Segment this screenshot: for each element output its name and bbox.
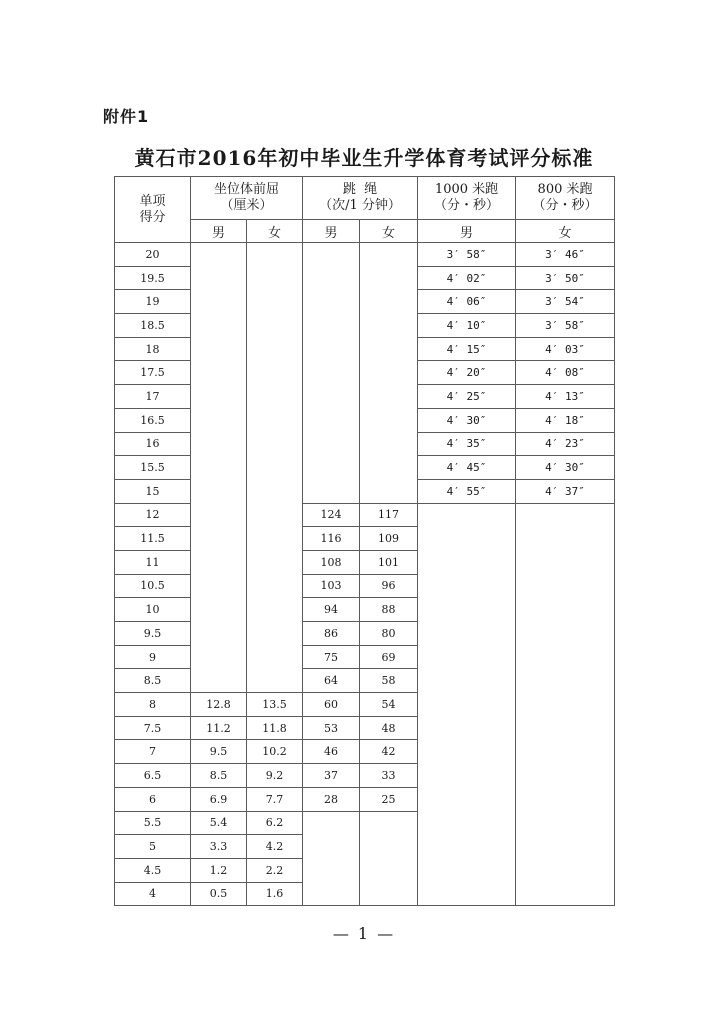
rope-female-cell: 48 <box>360 716 418 740</box>
sit-reach-female-cell: 9.2 <box>247 764 303 788</box>
rope-male-cell: 60 <box>303 693 360 717</box>
score-cell: 15 <box>115 479 191 503</box>
sit-reach-female-cell: 7.7 <box>247 787 303 811</box>
rope-female-cell: 109 <box>360 527 418 551</box>
score-cell: 12 <box>115 503 191 527</box>
header-run-800-line1: 800 米跑 <box>537 182 593 197</box>
score-cell: 4 <box>115 882 191 906</box>
run-1000-male-cell: 4′ 06″ <box>418 290 516 314</box>
header-sit-reach-line2: （厘米） <box>220 198 273 213</box>
run-1000-male-cell: 4′ 35″ <box>418 432 516 456</box>
rope-female-cell: 88 <box>360 598 418 622</box>
score-cell: 18.5 <box>115 314 191 338</box>
run-1000-male-cell: 4′ 45″ <box>418 456 516 480</box>
score-cell: 19 <box>115 290 191 314</box>
rope-male-cell: 124 <box>303 503 360 527</box>
sit-reach-male-cell: 9.5 <box>191 740 247 764</box>
score-cell: 16.5 <box>115 408 191 432</box>
run-800-female-cell: 4′ 08″ <box>516 361 615 385</box>
rope-male-cell: 46 <box>303 740 360 764</box>
score-cell: 6.5 <box>115 764 191 788</box>
rope-female-cell: 58 <box>360 669 418 693</box>
rope-female-cell: 25 <box>360 787 418 811</box>
rope-male-cell: 103 <box>303 574 360 598</box>
sit-reach-female-cell: 4.2 <box>247 835 303 859</box>
header-run-male: 男 <box>418 220 516 243</box>
score-cell: 10.5 <box>115 574 191 598</box>
run-1000-male-cell: 4′ 20″ <box>418 361 516 385</box>
score-cell: 5.5 <box>115 811 191 835</box>
run-800-female-cell: 4′ 03″ <box>516 337 615 361</box>
run-1000-male-cell: 4′ 15″ <box>418 337 516 361</box>
score-cell: 10 <box>115 598 191 622</box>
run-800-female-cell: 4′ 30″ <box>516 456 615 480</box>
header-run-800-line2: （分・秒） <box>532 198 598 213</box>
rope-male-cell: 108 <box>303 550 360 574</box>
score-cell: 11 <box>115 550 191 574</box>
rope-female-cell: 117 <box>360 503 418 527</box>
rope-female-cell: 101 <box>360 550 418 574</box>
run-800-female-cell: 3′ 46″ <box>516 243 615 267</box>
sit-reach-male-cell: 0.5 <box>191 882 247 906</box>
header-sit-reach-line1: 坐位体前屈 <box>214 182 280 197</box>
header-sit-female: 女 <box>247 220 303 243</box>
run-800-female-cell: 3′ 54″ <box>516 290 615 314</box>
sit-reach-male-cell: 12.8 <box>191 693 247 717</box>
run-1000-male-cell: 4′ 55″ <box>418 479 516 503</box>
empty-rope-male-cell <box>303 811 360 906</box>
sit-reach-female-cell: 6.2 <box>247 811 303 835</box>
header-run-1000-line2: （分・秒） <box>434 198 500 213</box>
score-cell: 17.5 <box>115 361 191 385</box>
header-run-female: 女 <box>516 220 615 243</box>
score-cell: 7.5 <box>115 716 191 740</box>
header-run-800 <box>516 177 615 220</box>
sit-reach-female-cell: 2.2 <box>247 858 303 882</box>
score-cell: 9.5 <box>115 622 191 646</box>
header-sit-male: 男 <box>191 220 247 243</box>
sit-reach-male-cell: 5.4 <box>191 811 247 835</box>
score-cell: 4.5 <box>115 858 191 882</box>
sit-reach-male-cell: 11.2 <box>191 716 247 740</box>
sit-reach-female-cell: 10.2 <box>247 740 303 764</box>
header-score-line1: 单项 <box>139 193 166 209</box>
rope-male-cell: 94 <box>303 598 360 622</box>
rope-male-cell: 116 <box>303 527 360 551</box>
header-rope-female: 女 <box>360 220 418 243</box>
header-run-1000-line1: 1000 米跑 <box>434 182 499 197</box>
table-row <box>115 503 615 527</box>
score-cell: 6 <box>115 787 191 811</box>
header-rope-male: 男 <box>303 220 360 243</box>
rope-female-cell: 42 <box>360 740 418 764</box>
run-1000-male-cell: 4′ 30″ <box>418 408 516 432</box>
score-cell: 17 <box>115 385 191 409</box>
score-cell: 19.5 <box>115 266 191 290</box>
rope-female-cell: 96 <box>360 574 418 598</box>
header-rope <box>303 177 418 220</box>
rope-male-cell: 86 <box>303 622 360 646</box>
document-title: 黄石市2016年初中毕业生升学体育考试评分标准 <box>134 146 594 170</box>
score-cell: 11.5 <box>115 527 191 551</box>
sit-reach-male-cell: 1.2 <box>191 858 247 882</box>
score-cell: 5 <box>115 835 191 859</box>
rope-male-cell: 37 <box>303 764 360 788</box>
run-800-female-cell: 4′ 13″ <box>516 385 615 409</box>
rope-male-cell: 28 <box>303 787 360 811</box>
empty-sit-female-cell <box>247 243 303 693</box>
score-cell: 15.5 <box>115 456 191 480</box>
sit-reach-male-cell: 3.3 <box>191 835 247 859</box>
sit-reach-female-cell: 1.6 <box>247 882 303 906</box>
empty-run-female-cell <box>516 503 615 906</box>
rope-male-cell: 53 <box>303 716 360 740</box>
sit-reach-female-cell: 11.8 <box>247 716 303 740</box>
score-cell: 18 <box>115 337 191 361</box>
header-sit-reach <box>191 177 303 220</box>
rope-female-cell: 80 <box>360 622 418 646</box>
score-cell: 9 <box>115 645 191 669</box>
page-number: — 1 — <box>332 924 396 943</box>
scoring-table <box>114 176 615 906</box>
header-run-1000 <box>418 177 516 220</box>
run-800-female-cell: 4′ 37″ <box>516 479 615 503</box>
score-cell: 7 <box>115 740 191 764</box>
sit-reach-male-cell: 6.9 <box>191 787 247 811</box>
sit-reach-male-cell: 8.5 <box>191 764 247 788</box>
empty-rope-female-cell <box>360 811 418 906</box>
header-rope-line1: 跳 绳 <box>342 182 378 197</box>
run-1000-male-cell: 4′ 02″ <box>418 266 516 290</box>
run-1000-male-cell: 4′ 10″ <box>418 314 516 338</box>
run-800-female-cell: 3′ 58″ <box>516 314 615 338</box>
run-800-female-cell: 4′ 18″ <box>516 408 615 432</box>
empty-run-male-cell <box>418 503 516 906</box>
table-row <box>115 243 615 267</box>
sit-reach-female-cell: 13.5 <box>247 693 303 717</box>
score-cell: 8 <box>115 693 191 717</box>
rope-female-cell: 69 <box>360 645 418 669</box>
score-cell: 16 <box>115 432 191 456</box>
header-score-line2: 得分 <box>139 209 166 225</box>
header-rope-line2: （次/1 分钟） <box>319 198 401 213</box>
run-1000-male-cell: 3′ 58″ <box>418 243 516 267</box>
rope-male-cell: 64 <box>303 669 360 693</box>
run-1000-male-cell: 4′ 25″ <box>418 385 516 409</box>
score-cell: 8.5 <box>115 669 191 693</box>
attachment-label: 附件1 <box>103 107 150 126</box>
score-cell: 20 <box>115 243 191 267</box>
header-score <box>115 177 191 243</box>
rope-male-cell: 75 <box>303 645 360 669</box>
empty-rope-female-cell <box>360 243 418 504</box>
rope-female-cell: 54 <box>360 693 418 717</box>
empty-rope-male-cell <box>303 243 360 504</box>
rope-female-cell: 33 <box>360 764 418 788</box>
run-800-female-cell: 3′ 50″ <box>516 266 615 290</box>
run-800-female-cell: 4′ 23″ <box>516 432 615 456</box>
empty-sit-male-cell <box>191 243 247 693</box>
